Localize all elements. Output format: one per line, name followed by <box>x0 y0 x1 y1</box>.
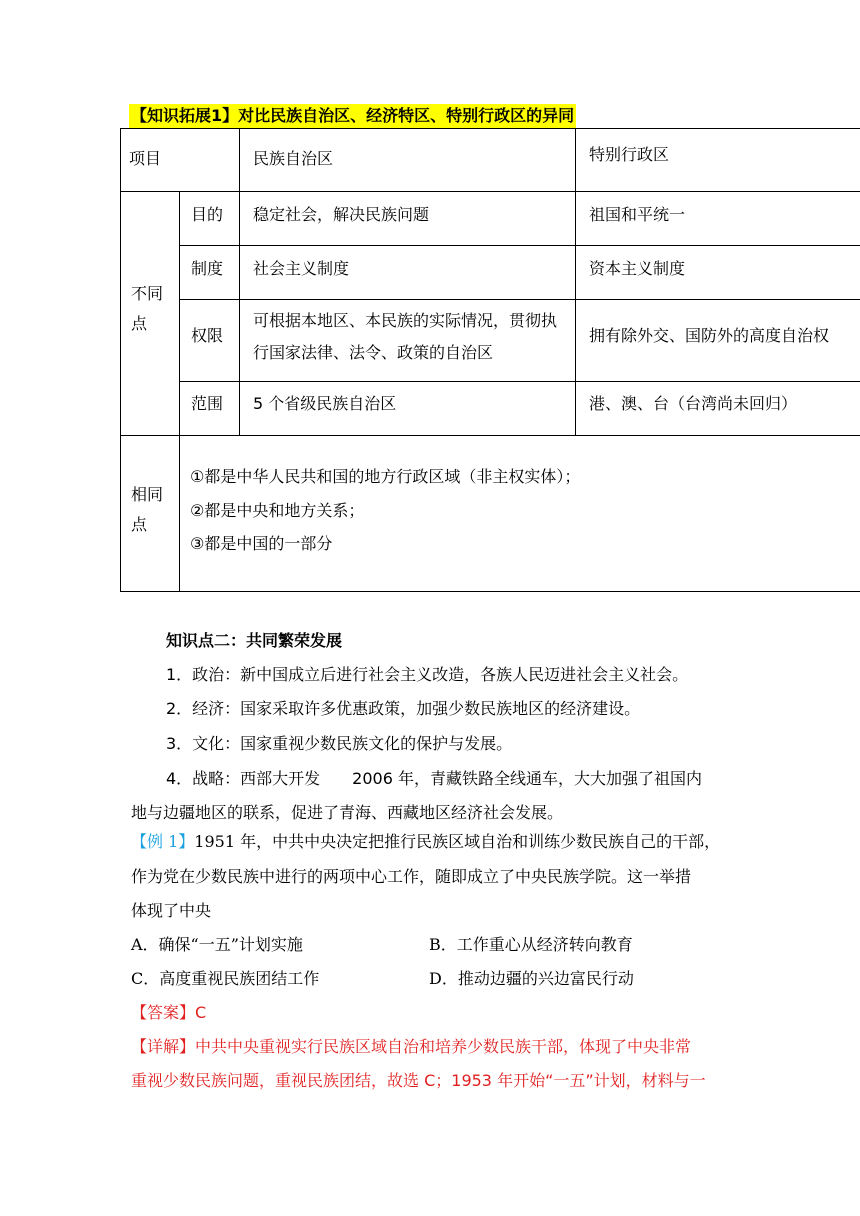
row-cell-a: 可根据本地区、本民族的实际情况，贯彻执行国家法律、法令、政策的自治区 <box>253 311 558 362</box>
table-border-left <box>120 128 121 592</box>
row-cell-a: 社会主义制度 <box>253 259 350 278</box>
row-label: 制度 <box>191 259 224 278</box>
option-a: A．确保“一五”计划实施 <box>131 935 303 954</box>
header-item: 项目 <box>129 149 162 168</box>
example-line: 体现了中央 <box>131 901 212 920</box>
table-border-top <box>120 128 860 129</box>
knowledge-item: 4．战略：西部大开发 2006 年，青藏铁路全线通车，大大加强了祖国内 <box>166 769 702 788</box>
same-point: ③都是中国的一部分 <box>190 534 333 553</box>
row-cell-b: 资本主义制度 <box>589 259 686 278</box>
knowledge-title: 知识点二：共同繁荣发展 <box>166 631 343 650</box>
option-c: C．高度重视民族团结工作 <box>131 969 320 988</box>
knowledge-item: 1．政治：新中国成立后进行社会主义改造，各族人民迈进社会主义社会。 <box>166 665 689 684</box>
row-label: 目的 <box>191 205 224 224</box>
row-cell-a: 稳定社会，解决民族问题 <box>253 205 430 224</box>
knowledge-item: 2．经济：国家采取许多优惠政策，加强少数民族地区的经济建设。 <box>166 699 641 718</box>
table-rule <box>239 128 240 436</box>
same-point: ①都是中华人民共和国的地方行政区域（非主权实体）； <box>190 467 581 486</box>
same-point: ②都是中央和地方关系； <box>190 501 365 520</box>
table-rule <box>179 381 860 382</box>
detail-line <box>131 1034 691 1057</box>
row-label: 权限 <box>191 326 224 345</box>
table-rule <box>179 245 860 246</box>
row-cell-a: 5 个省级民族自治区 <box>253 394 397 413</box>
example-line: 作为党在少数民族中进行的两项中心工作，随即成立了中央民族学院。这一举措 <box>131 867 692 886</box>
same-label: 相同 点 <box>131 485 164 534</box>
table-rule <box>120 191 860 192</box>
detail-text: 中共中央重视实行民族区域自治和培养少数民族干部，体现了中央非常 <box>195 1037 692 1056</box>
example-line <box>131 829 720 852</box>
table-rule <box>179 192 180 592</box>
answer-label: 【答案】 <box>131 1003 196 1022</box>
extension-heading: 【知识拓展1】对比民族自治区、经济特区、特别行政区的异同 <box>129 104 576 128</box>
comparison-table <box>120 128 860 592</box>
row-cell-b: 拥有除外交、国防外的高度自治权 <box>589 326 830 345</box>
knowledge-item-continued: 地与边疆地区的联系，促进了青海、西藏地区经济社会发展。 <box>131 803 564 822</box>
header-col-b: 特别行政区 <box>589 145 670 164</box>
table-rule <box>575 128 576 436</box>
table-border-bottom <box>120 591 860 592</box>
example-text: 1951 年，中共中央决定把推行民族区域自治和训练少数民族自己的干部， <box>194 832 721 851</box>
table-rule <box>120 435 860 436</box>
answer-line <box>131 1000 206 1023</box>
answer-value: C <box>195 1003 207 1022</box>
option-d: D．推动边疆的兴边富民行动 <box>429 969 634 988</box>
option-b: B．工作重心从经济转向教育 <box>429 935 633 954</box>
detail-line: 重视少数民族问题，重视民族团结，故选 C；1953 年开始“一五”计划，材料与一 <box>131 1071 706 1090</box>
row-label: 范围 <box>191 394 224 413</box>
diff-label: 不同 点 <box>131 284 164 333</box>
knowledge-item: 3．文化：国家重视少数民族文化的保护与发展。 <box>166 734 513 753</box>
example-tag: 【例 1】 <box>131 832 195 851</box>
table-rule <box>179 299 860 300</box>
row-cell-b: 祖国和平统一 <box>589 205 686 224</box>
row-cell-b: 港、澳、台（台湾尚未回归） <box>589 394 798 413</box>
header-col-a: 民族自治区 <box>253 149 334 168</box>
detail-label: 【详解】 <box>131 1037 196 1056</box>
